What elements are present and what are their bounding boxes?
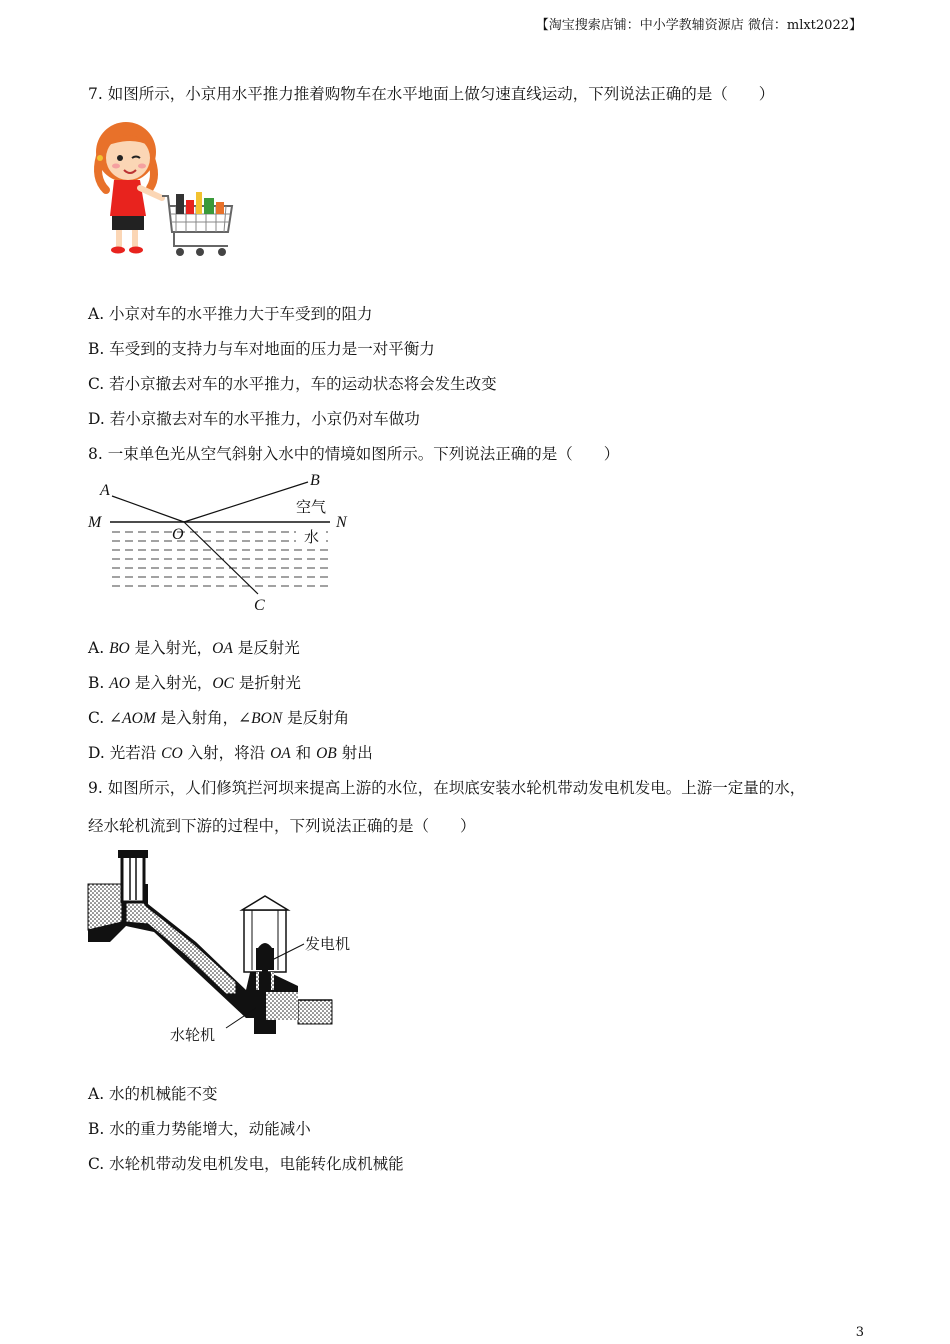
option-text: C. ∠	[88, 709, 123, 727]
option-text: 和	[290, 744, 317, 762]
option-text: D. 光若沿	[88, 744, 162, 762]
q7-option-c: C. 若小京撤去对车的水平推力，车的运动状态将会发生改变	[88, 375, 497, 393]
option-text: B.	[88, 674, 110, 692]
label-b: B	[310, 472, 320, 489]
ray-ao	[112, 496, 184, 522]
q9-option-b: B. 水的重力势能增大，动能减小	[88, 1120, 311, 1138]
option-text: 是折射光	[233, 674, 301, 692]
label-generator: 发电机	[305, 935, 351, 953]
q7-option-d: D. 若小京撤去对车的水平推力，小京仍对车做功	[88, 410, 420, 428]
q7-stem: 7. 如图所示，小京用水平推力推着购物车在水平地面上做匀速直线运动，下列说法正确的是（ ）	[88, 85, 775, 103]
q7-shopping-cart-illustration	[88, 116, 234, 262]
option-variable: CO	[161, 745, 183, 762]
option-text: 是入射光，	[129, 674, 213, 692]
page-header: 【淘宝搜索店铺：中小学教辅资源店 微信：mlxt2022】	[535, 18, 862, 33]
q7-option-b: B. 车受到的支持力与车对地面的压力是一对平衡力	[88, 340, 435, 358]
option-variable: OB	[316, 745, 337, 762]
option-text: 是反射光	[232, 639, 300, 657]
q8-option-a	[88, 636, 300, 658]
q9-stem-line1: 9. 如图所示，人们修筑拦河坝来提高上游的水位，在坝底安装水轮机带动发电机发电。上游一定量的水，	[88, 779, 806, 797]
q9-stem-line2: 经水轮机流到下游的过程中，下列说法正确的是（ ）	[88, 817, 476, 835]
option-text: 是入射光，	[129, 639, 213, 657]
option-variable: OA	[212, 640, 233, 657]
label-a: A	[100, 482, 110, 499]
label-water: 水	[304, 528, 320, 546]
option-text: A.	[88, 639, 110, 657]
option-text: 是反射角	[282, 709, 350, 727]
option-variable: BON	[251, 710, 283, 727]
q8-stem: 8. 一束单色光从空气斜射入水中的情境如图所示。下列说法正确的是（ ）	[88, 445, 620, 463]
label-o: O	[172, 526, 184, 543]
option-variable: OA	[270, 745, 291, 762]
q8-option-c	[88, 706, 349, 728]
q8-refraction-diagram	[86, 470, 356, 616]
q7-option-a: A. 小京对车的水平推力大于车受到的阻力	[88, 305, 373, 323]
q9-dam-turbine-diagram	[86, 842, 366, 1052]
option-variable: AOM	[122, 710, 156, 727]
q8-option-d	[88, 741, 373, 763]
q8-option-b	[88, 671, 301, 693]
option-text: 入射，将沿	[182, 744, 271, 762]
option-variable: BO	[109, 640, 130, 657]
label-n: N	[336, 514, 347, 531]
label-m: M	[88, 514, 102, 531]
page-number: 3	[855, 1325, 864, 1340]
option-text: 射出	[336, 744, 373, 762]
option-variable: OC	[212, 675, 234, 692]
q9-option-c: C. 水轮机带动发电机发电，电能转化成机械能	[88, 1155, 404, 1173]
ray-ob	[184, 482, 308, 522]
option-text: 是入射角，∠	[155, 709, 252, 727]
option-variable: AO	[109, 675, 130, 692]
label-c: C	[254, 597, 265, 614]
label-turbine: 水轮机	[170, 1026, 216, 1044]
ray-oc	[184, 522, 258, 594]
label-air: 空气	[296, 498, 327, 516]
q9-option-a: A. 水的机械能不变	[88, 1085, 218, 1103]
